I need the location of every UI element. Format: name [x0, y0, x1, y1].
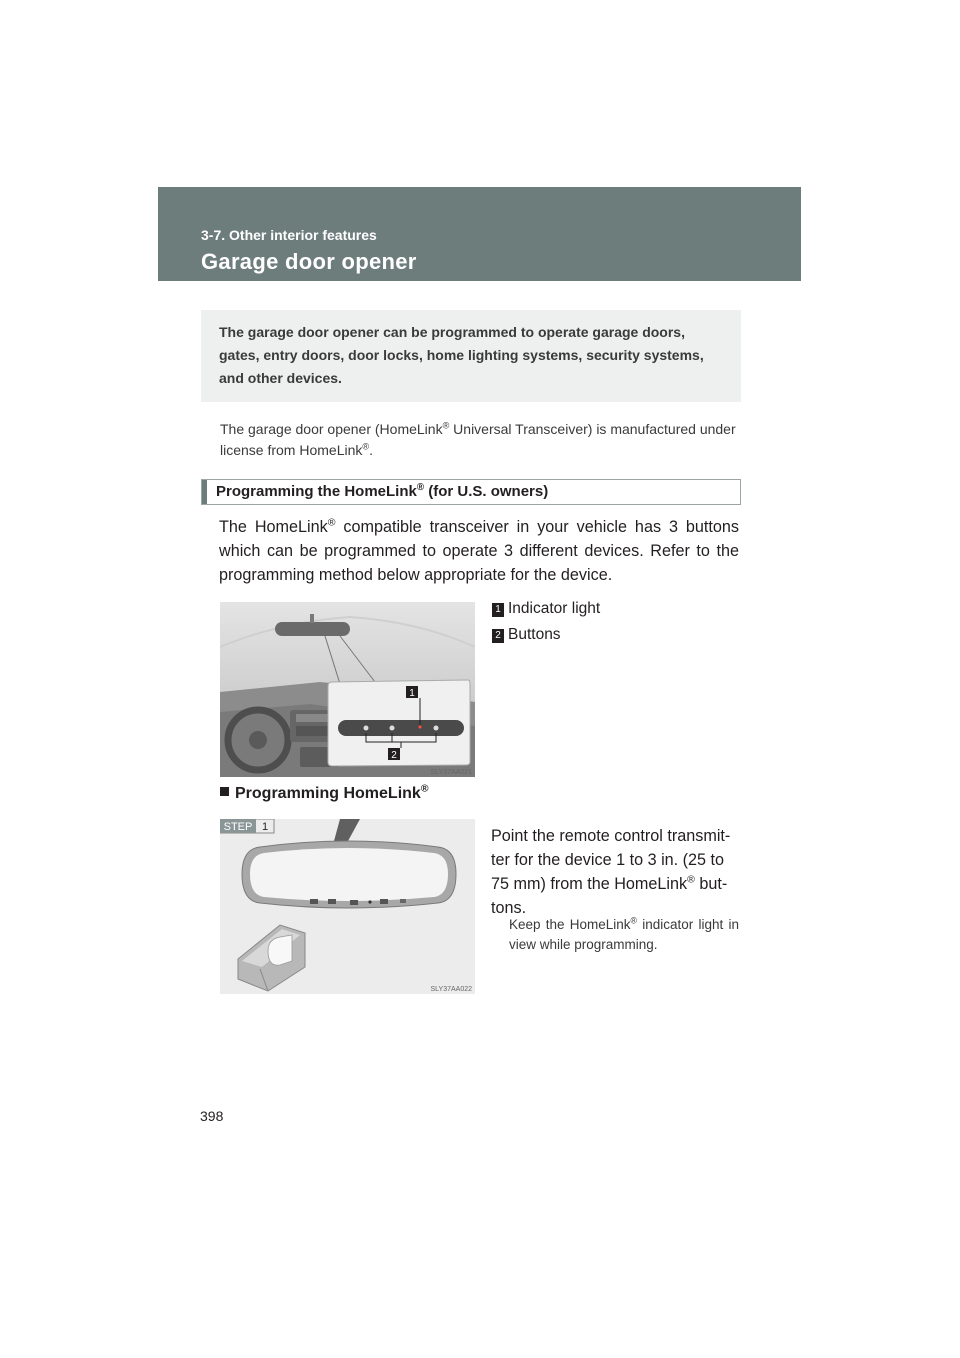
license-paragraph [220, 419, 740, 461]
registered-mark: ® [442, 420, 450, 431]
square-bullet-icon [220, 787, 229, 796]
subsection-heading [220, 785, 428, 803]
section-label: 3-7. Other interior features [201, 227, 377, 243]
license-text-b: Universal Transceiver) is manufactured under license from HomeLink [220, 421, 736, 458]
mirror-buttons-figure [220, 602, 475, 777]
registered-mark: ® [327, 516, 336, 529]
license-text-a: The garage door opener (HomeLink [220, 421, 443, 437]
intro-text: The garage door opener can be programmed to operate garage doors, gates, entry doors, door locks, home lighting systems, security systems, and other devices. [219, 324, 704, 386]
step-1-b: but-tons. [491, 875, 728, 917]
license-text-c: . [369, 442, 373, 458]
registered-mark: ® [630, 915, 637, 926]
legend-label: Buttons [508, 626, 561, 643]
note-a: Keep the HomeLink [509, 917, 631, 932]
chapter-header [158, 187, 801, 281]
registered-mark: ® [420, 783, 429, 795]
subsection-text: Programming HomeLink [235, 785, 421, 802]
subheading-box [201, 479, 741, 505]
body-b: compatible transceiver in your vehicle has 3 buttons which can be programmed to operate 3 different devices. Refer to the programming method below appropriate for the device. [219, 518, 739, 584]
subheading-a: Programming the HomeLink [216, 483, 417, 500]
legend-label: Indicator light [508, 600, 601, 617]
figure-code: SLY37AA021 [430, 769, 472, 776]
figure-code: SLY37AA022 [430, 986, 472, 993]
legend-item [492, 626, 561, 644]
subheading-text [216, 483, 548, 500]
step-label: STEP [223, 821, 253, 833]
step-number: 1 [261, 821, 269, 833]
legend-item [492, 600, 600, 618]
figure-callout-2: 2 [391, 750, 397, 761]
intro-box [201, 310, 741, 402]
registered-mark: ® [362, 441, 370, 452]
page-title: Garage door opener [201, 249, 417, 274]
subheading-bar [202, 480, 207, 504]
note-text [509, 915, 739, 955]
registered-mark: ® [416, 482, 425, 493]
body-paragraph [219, 515, 739, 587]
legend-num: 2 [492, 629, 504, 643]
page-number: 398 [200, 1108, 224, 1124]
legend-num: 1 [492, 603, 504, 617]
step-1-text [491, 824, 739, 920]
subheading-b: (for U.S. owners) [424, 483, 549, 500]
registered-mark: ® [687, 873, 695, 886]
body-a: The HomeLink [219, 518, 328, 536]
mirror-remote-figure [220, 819, 475, 994]
step-1-a: Point the remote control transmit-ter for the device 1 to 3 in. (25 to 75 mm) from the HomeLink [491, 827, 731, 893]
figure-callout-1: 1 [409, 688, 415, 699]
note-b: indicator light in view while programming. [509, 917, 739, 952]
